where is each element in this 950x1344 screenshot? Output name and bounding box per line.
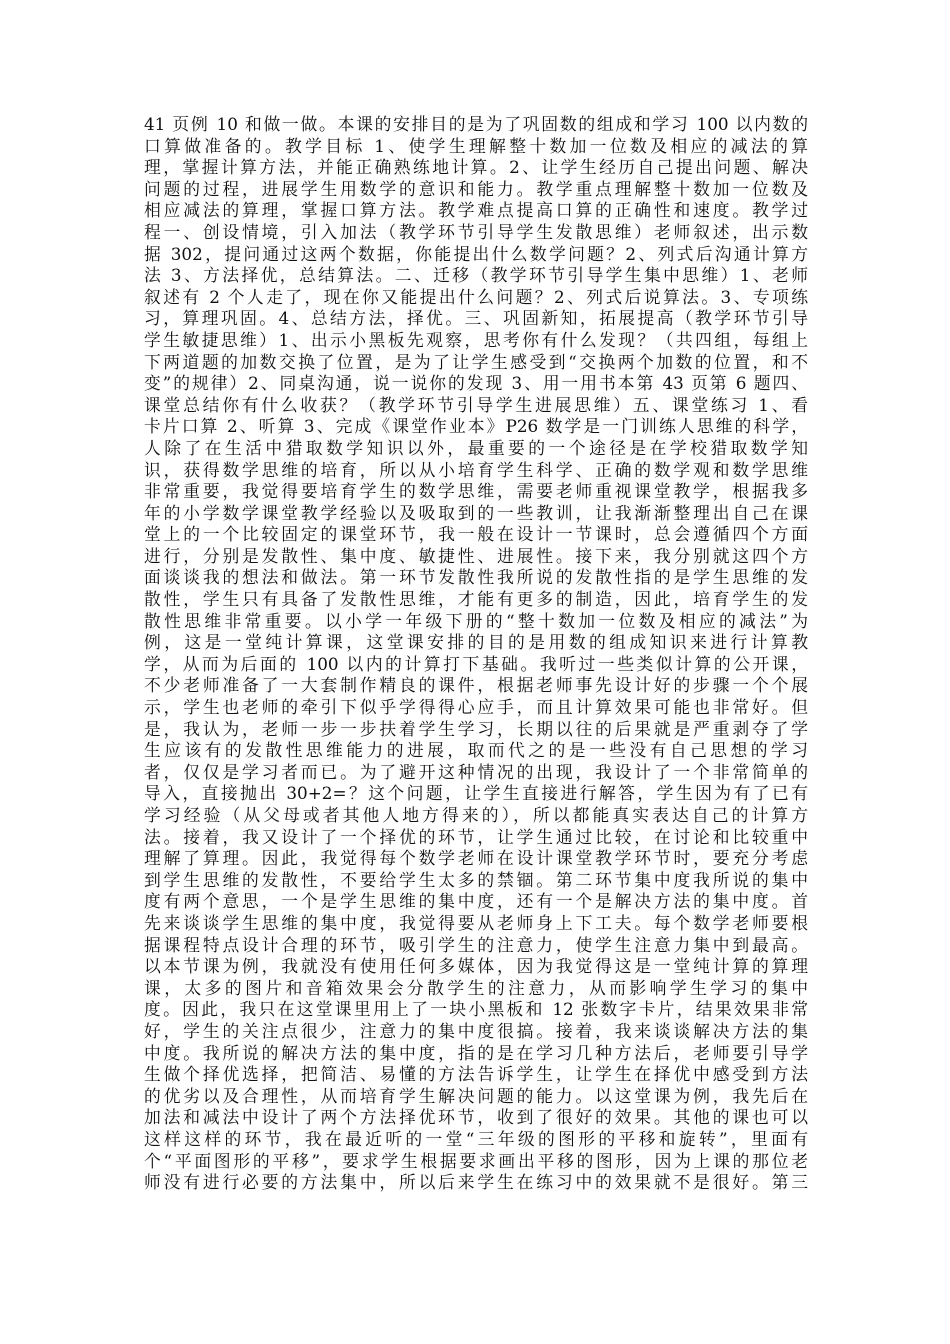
text-line: 相应减法的算理，掌握口算方法。教学难点提高口算的正确性和速度。教学过: [144, 200, 808, 221]
text-line: 问题的过程，进展学生用数学的意识和能力。教学重点理解整十数加一位数及: [144, 178, 808, 199]
text-line: 人除了在生活中猎取数学知识以外，最重要的一个途径是在学校猎取数学知: [144, 437, 808, 458]
text-line: 加法和减法中设计了两个方法择优环节，收到了很好的效果。其他的课也可以: [144, 1107, 808, 1128]
text-line: 年的小学数学课堂教学经验以及吸取到的一些教训，让我渐渐整理出自己在课: [144, 502, 808, 523]
text-line: 叙述有 2 个人走了，现在你又能提出什么问题？2、列式后说算法。3、专项练: [144, 286, 808, 307]
text-line: 例，这是一堂纯计算课，这堂课安排的目的是用数的组成知识来进行计算教: [144, 632, 808, 653]
text-line: 散性，学生只有具备了发散性思维，才能有更多的制造，因此，培育学生的发: [144, 589, 808, 610]
text-line: 下两道题的加数交换了位置，是为了让学生感受到“交换两个加数的位置，和不: [144, 351, 808, 372]
text-line: 个“平面图形的平移”，要求学生根据要求画出平移的图形，因为上课的那位老: [144, 1150, 808, 1171]
text-line: 课，太多的图片和音箱效果会分散学生的注意力，从而影响学生学习的集中: [144, 977, 808, 998]
text-line: 先来谈谈学生思维的集中度，我觉得要从老师身上下工夫。每个数学老师要根: [144, 912, 808, 933]
text-line: 生做个择优选择，把简洁、易懂的方法告诉学生，让学生在择优中感受到方法: [144, 1064, 808, 1085]
text-line: 进行，分别是发散性、集中度、敏捷性、进展性。接下来，我分别就这四个方: [144, 545, 808, 566]
body-text: [144, 114, 808, 1194]
text-line: 示，学生也老师的牵引下似乎学得得心应手，而且计算效果可能也非常好。但: [144, 697, 808, 718]
text-line: 散性思维非常重要。以小学一年级下册的“整十数加一位数及相应的减法”为: [144, 610, 808, 631]
text-line: 课堂总结你有什么收获？（教学环节引导学生进展思维）五、课堂练习 1、看: [144, 394, 808, 415]
text-line: 学习经验（从父母或者其他人地方得来的），所以都能真实表达自己的计算方: [144, 805, 808, 825]
text-line: 41 页例 10 和做一做。本课的安排目的是为了巩固数的组成和学习 100 以内数的: [144, 114, 808, 134]
text-line: 导入，直接抛出 30+2=？这个问题，让学生直接进行解答，学生因为有了已有: [144, 783, 808, 804]
text-line: 学生敏捷思维）1、出示小黑板先观察，思考你有什么发现？（共四组，每组上: [144, 329, 808, 350]
text-line: 以本节课为例，我就没有使用任何多媒体，因为我觉得这是一堂纯计算的算理: [144, 956, 808, 977]
text-line: 到学生思维的发散性，不要给学生太多的禁锢。第二环节集中度我所说的集中: [144, 869, 808, 890]
text-line: 者，仅仅是学习者而已。为了避开这种情况的出现，我设计了一个非常简单的: [144, 761, 808, 782]
text-line: 生应该有的发散性思维能力的进展，取而代之的是一些没有自己思想的学习: [144, 740, 808, 761]
text-line: 度。因此，我只在这堂课里用上了一块小黑板和 12 张数字卡片，结果效果非常: [144, 999, 808, 1020]
text-line: 堂上的一个比较固定的课堂环节，我一般在设计一节课时，总会遵循四个方面: [144, 524, 808, 545]
text-line: 法。接着，我又设计了一个择优的环节，让学生通过比较，在讨论和比较重中: [144, 826, 808, 847]
text-line: 是，我认为，老师一步一步扶着学生学习，长期以往的后果就是严重剥夺了学: [144, 718, 808, 739]
text-line: 的优劣以及合理性，从而培育学生解决问题的能力。以这堂课为例，我先后在: [144, 1085, 808, 1106]
text-line: 不少老师准备了一大套制作精良的课件，根据老师事先设计好的步骤一个个展: [144, 675, 808, 696]
text-line: 好，学生的关注点很少，注意力的集中度很搞。接着，我来谈谈解决方法的集: [144, 1020, 808, 1041]
text-line: 习，算理巩固。4、总结方法，择优。三、巩固新知，拓展提高（教学环节引导: [144, 308, 808, 329]
text-line: 这样这样的环节，我在最近听的一堂“三年级的图形的平移和旋转”，里面有: [144, 1128, 808, 1149]
text-line: 学，从而为后面的 100 以内的计算打下基础。我听过一些类似计算的公开课，: [144, 653, 808, 674]
text-line: 度有两个意思，一个是学生思维的集中度，还有一个是解决方法的集中度。首: [144, 891, 808, 912]
text-line: 变”的规律）2、同桌沟通，说一说你的发现 3、用一用书本第 43 页第 6 题四、: [144, 373, 808, 394]
text-line: 师没有进行必要的方法集中，所以后来学生在练习中的效果就不是很好。第三: [144, 1172, 808, 1193]
text-line: 识，获得数学思维的培育，所以从小培育学生科学、正确的数学观和数学思维: [144, 459, 808, 480]
text-line: 口算做准备的。教学目标 1、使学生理解整十数加一位数及相应的减法的算: [144, 135, 808, 156]
text-line: 程一、创设情境，引入加法（教学环节引导学生发散思维）老师叙述，出示数: [144, 221, 808, 242]
text-line: 中度。我所说的解决方法的集中度，指的是在学习几种方法后，老师要引导学: [144, 1042, 808, 1063]
text-line: 法 3、方法择优，总结算法。二、迁移（教学环节引导学生集中思维）1、老师: [144, 265, 808, 286]
text-line: 面谈谈我的想法和做法。第一环节发散性我所说的发散性指的是学生思维的发: [144, 567, 808, 588]
text-line: 非常重要，我觉得要培育学生的数学思维，需要老师重视课堂教学，根据我多: [144, 481, 808, 502]
text-line: 理，掌握计算方法，并能正确熟练地计算。2、让学生经历自己提出问题、解决: [144, 157, 808, 178]
text-line: 据课程特点设计合理的环节，吸引学生的注意力，使学生注意力集中到最高。: [144, 934, 808, 955]
text-line: 卡片口算 2、听算 3、完成《课堂作业本》P26 数学是一门训练人思维的科学，: [144, 416, 808, 437]
text-line: 据 302，提问通过这两个数据，你能提出什么数学问题？2、列式后沟通计算方: [144, 243, 808, 264]
text-line: 理解了算理。因此，我觉得每个数学老师在设计课堂教学环节时，要充分考虑: [144, 848, 808, 869]
